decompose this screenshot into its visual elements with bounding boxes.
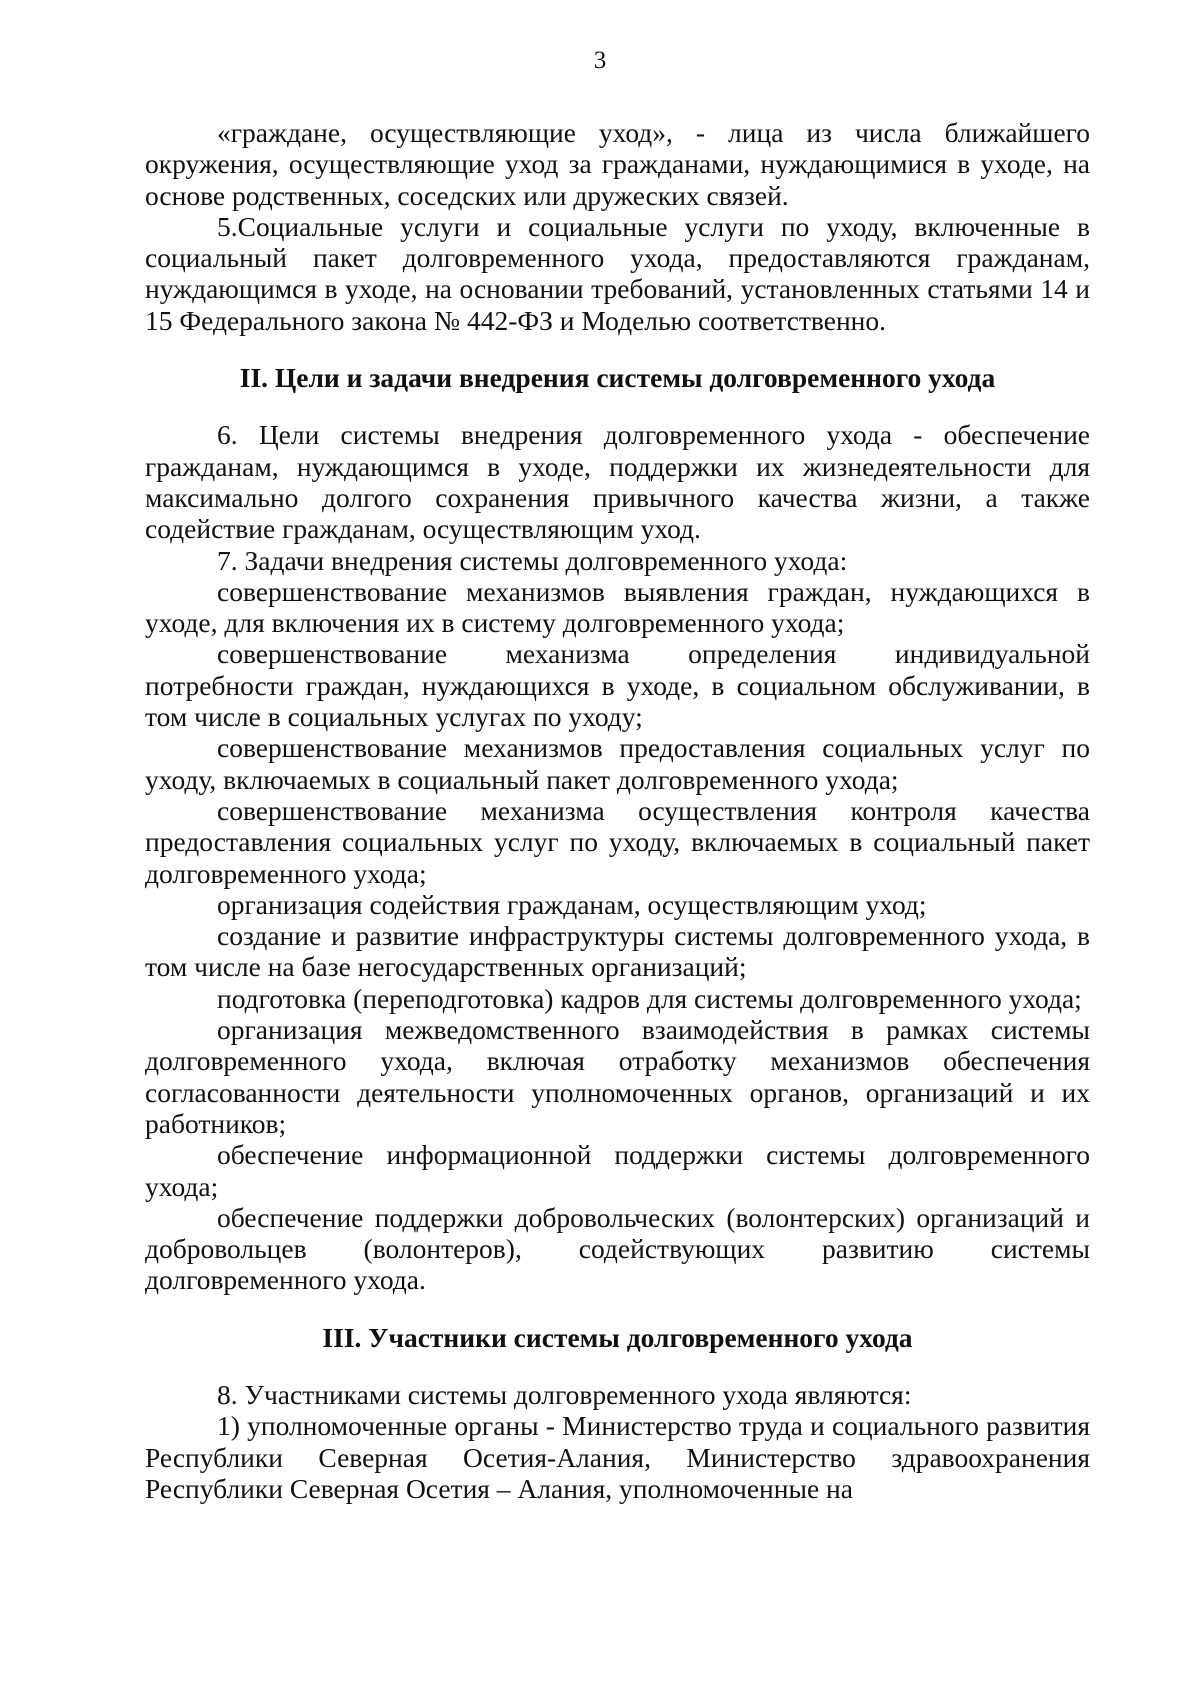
task-item: организация содействия гражданам, осуществляющим уход; <box>217 888 927 920</box>
section-heading-iii: III. Участники системы долговременного ухода <box>322 1321 913 1353</box>
paragraph-8-item-1: 1) уполномоченные органы - Министерство труда и социального развития Республики Северная Осетия-Алания, Министерство здравоохранения Республики Северная Осетия – Алания, уполномоченные на <box>145 1410 1090 1504</box>
document-body <box>145 117 1090 1504</box>
task-item: совершенствование механизма определения индивидуальной потребности граждан, нуждающихся в уходе, в социальном обслуживании, в том числе в социальных услугах по уходу; <box>145 638 1090 733</box>
paragraph-5: 5.Социальные услуги и социальные услуги по уходу, включенные в социальный пакет долговременного ухода, предоставляются гражданам, нуждающимся в уходе, на основании требований, установленных статьями 14 и 15 Федерального закона № 442-ФЗ и Моделью соответственно. <box>145 210 1090 336</box>
task-item: обеспечение поддержки добровольческих (волонтерских) организаций и добровольцев (волонтеров), содействующих развитию системы долговременного ухода. <box>145 1201 1090 1296</box>
task-item: обеспечение информационной поддержки системы долговременного ухода; <box>145 1139 1090 1202</box>
paragraph-7: 7. Задачи внедрения системы долговременного ухода: <box>217 544 848 576</box>
section-heading-ii: II. Цели и задачи внедрения системы долговременного ухода <box>239 362 996 394</box>
page-number: 3 <box>593 47 607 74</box>
paragraph-8: 8. Участниками системы долговременного ухода являются: <box>217 1378 912 1410</box>
task-item: совершенствование механизмов предоставления социальных услуг по уходу, включаемых в социальный пакет долговременного ухода; <box>145 732 1090 795</box>
task-item: организация межведомственного взаимодействия в рамках системы долговременного ухода, включая отработку механизмов обеспечения согласованности деятельности уполномоченных органов, организаций и их работников; <box>145 1014 1090 1139</box>
paragraph-6: 6. Цели системы внедрения долговременного ухода - обеспечение гражданам, нуждающимся в уходе, поддержки их жизнедеятельности для максимально долгого сохранения привычного качества жизни, а также содействие гражданам, осуществляющим уход. <box>145 419 1090 545</box>
task-item: совершенствование механизма осуществления контроля качества предоставления социальных услуг по уходу, включаемых в социальный пакет долговременного ухода; <box>145 794 1090 889</box>
task-item: подготовка (переподготовка) кадров для системы долговременного ухода; <box>217 982 1082 1014</box>
task-item: создание и развитие инфраструктуры системы долговременного ухода, в том числе на базе негосударственных организаций; <box>145 920 1090 983</box>
paragraph-caregivers-definition: «граждане, осуществляющие уход», - лица из числа ближайшего окружения, осуществляющие уход за гражданами, нуждающимися в уходе, на основе родственных, соседских или дружеских связей. <box>145 117 1090 211</box>
task-item: совершенствование механизмов выявления граждан, нуждающихся в уходе, для включения их в систему долговременного ухода; <box>145 575 1090 639</box>
